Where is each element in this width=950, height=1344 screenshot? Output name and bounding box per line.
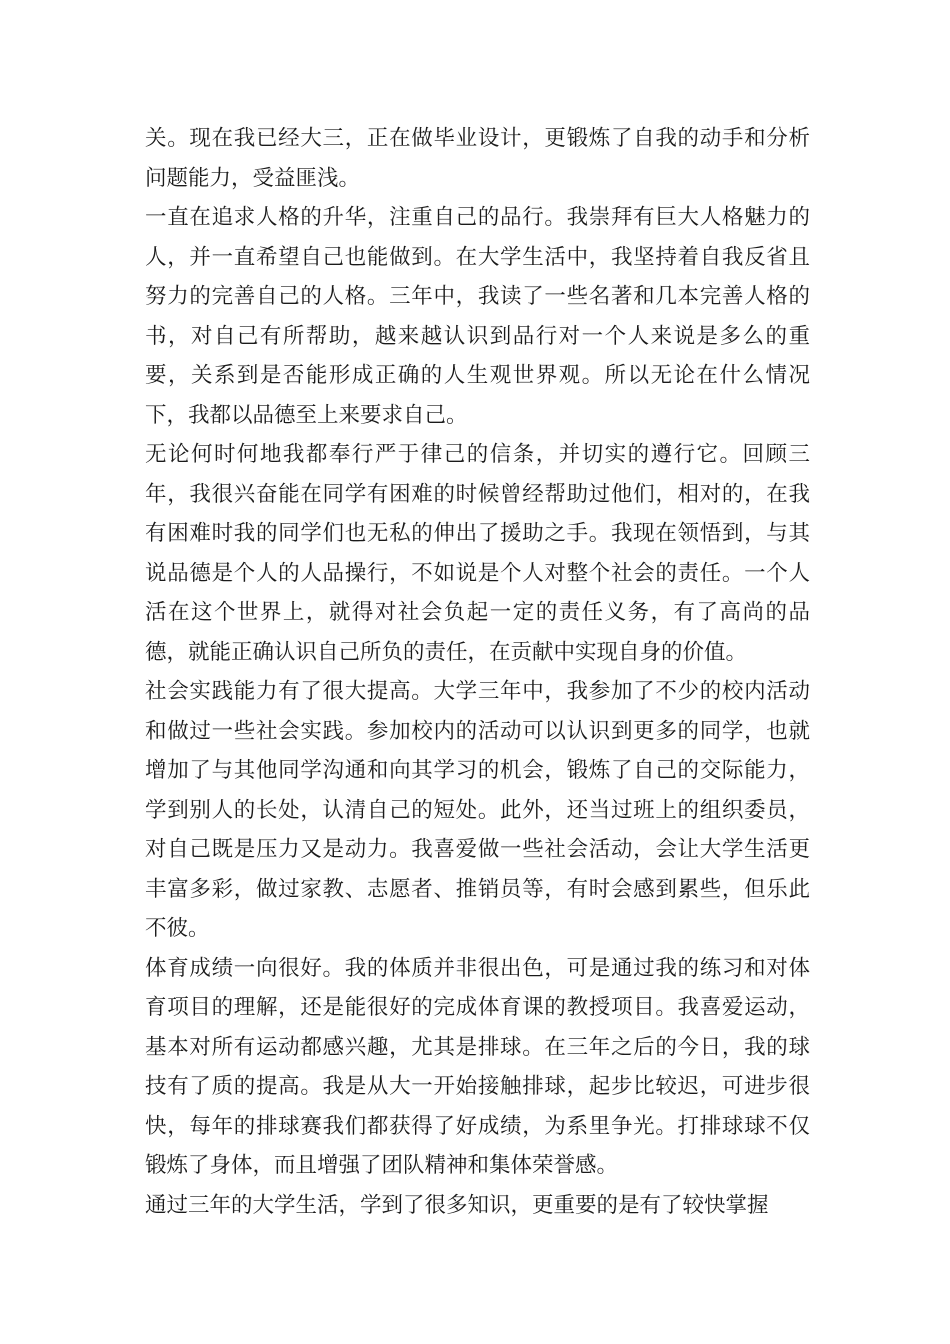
paragraph-3: 无论何时何地我都奉行严于律己的信条，并切实的遵行它。回顾三年，我很兴奋能在同学有困难的时候曾经帮助过他们，相对的，在我有困难时我的同学们也无私的伸出了援助之手。我现在领悟到，与其说品德是个人的人品操行，不如说是个人对整个社会的责任。一个人活在这个世界上，就得对社会负起一定的责任义务，有了高尚的品德，就能正确认识自己所负的责任，在贡献中实现自身的价值。 — [145, 442, 810, 665]
document-body — [145, 119, 810, 1225]
paragraph-2: 一直在追求人格的升华，注重自己的品行。我崇拜有巨大人格魅力的人，并一直希望自己也能做到。在大学生活中，我坚持着自我反省且努力的完善自己的人格。三年中，我读了一些名著和几本完善人格的书，对自己有所帮助，越来越认识到品行对一个人来说是多么的重要，关系到是否能形成正确的人生观世界观。所以无论在什么情况下，我都以品德至上来要求自己。 — [145, 205, 810, 428]
paragraph-6: 通过三年的大学生活，学到了很多知识，更重要的是有了较快掌握 — [145, 1192, 769, 1218]
paragraph-5: 体育成绩一向很好。我的体质并非很出色，可是通过我的练习和对体育项目的理解，还是能很好的完成体育课的教授项目。我喜爱运动，基本对所有运动都感兴趣，尤其是排球。在三年之后的今日，我的球技有了质的提高。我是从大一开始接触排球，起步比较迟，可进步很快，每年的排球赛我们都获得了好成绩，为系里争光。打排球球不仅锻炼了身体，而且增强了团队精神和集体荣誉感。 — [145, 955, 810, 1178]
paragraph-4: 社会实践能力有了很大提高。大学三年中，我参加了不少的校内活动和做过一些社会实践。参加校内的活动可以认识到更多的同学，也就增加了与其他同学沟通和向其学习的机会，锻炼了自己的交际能力，学到别人的长处，认清自己的短处。此外，还当过班上的组织委员，对自己既是压力又是动力。我喜爱做一些社会活动，会让大学生活更丰富多彩，做过家教、志愿者、推销员等，有时会感到累些，但乐此不彼。 — [145, 679, 810, 941]
paragraph-1: 关。现在我已经大三，正在做毕业设计，更锻炼了自我的动手和分析问题能力，受益匪浅。 — [145, 126, 810, 191]
